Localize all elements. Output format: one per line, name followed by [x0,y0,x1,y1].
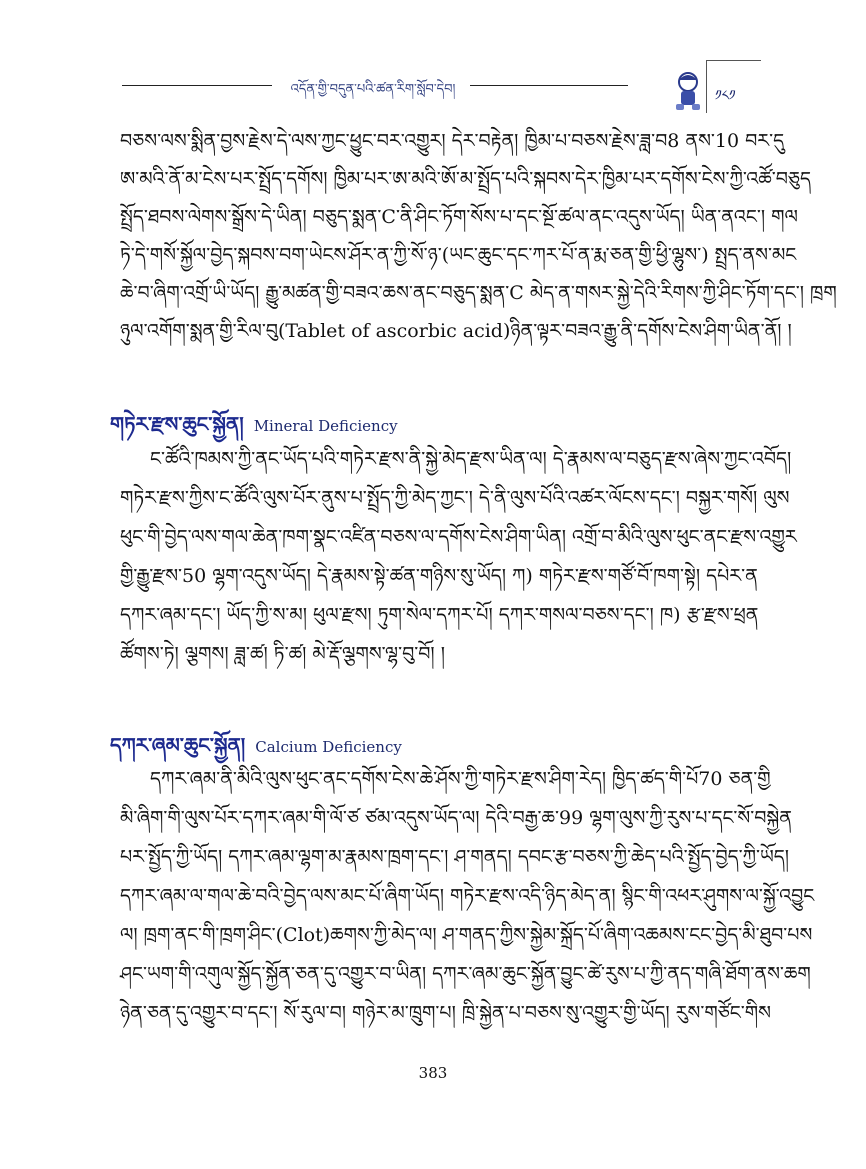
paragraph-line: ལ། ཁྲག་ནང་གི་ཁྲག་ཤིང་(Clot)ཆགས་ཀྱི་མེད་ལ། ཤ་གནད་ཀྱིས་སྐྱེམ་སྐྲོད་པོ་ཞིག་འཆམས་ངང་བྱེད་མི་ཐུབ་པས [120,924,813,946]
paragraph-line: བཅས་ལས་སྨིན་བྱས་རྗེས་དེ་ལས་ཀྱང་ཕྱུང་བར་འགྱུར། དེར་བརྟེན། ཁྱིམ་པ་བཅས་རྗེས་ཟླ་བ8 ནས་10 བར་དུ [120,130,785,152]
page-number-tibetan: ༡༨༡ [715,88,736,104]
paragraph-line: ཨ་མའི་ནོ་མ་ངེས་པར་སྤྲོད་དགོས། ཁྱིམ་པར་ཨ་མའི་ཨོ་མ་སྤྲོད་པའི་སྐབས་དེར་ཁྱིམ་པར་དགོས་ངེས་ཀྱི་འཚོ་བཅུད [120,168,811,190]
header-title: འདོན་གྱི་བདུན་པའི་ཚན་རིག་སློབ་དེབ། [290,82,456,97]
paragraph-line: ཚོགས་ཏེ། ལྕགས། ཟླ་ཚ། ཏི་ཚ། མེ་རྡོ་ལྕགས་ལྷ་བུ་བོ། ། [120,643,445,665]
header-rule-right [470,85,628,86]
paragraph-line: དཀར་ཞམ་ནི་མིའི་ལུས་ཕུང་ནང་དགོས་ངེས་ཆེ་ཤོས་ཀྱི་གཏེར་རྫས་ཤིག་རེད། ཁྱིད་ཚད་གི་པོ70 ཅན་གྱི [150,768,771,790]
paragraph-line: ང་ཚོའི་ཁམས་ཀྱི་ནང་ཡོད་པའི་གཏེར་རྫས་ནི་སྐྱེ་མེད་རྫས་ཡིན་ལ། དེ་རྣམས་ལ་བཅུད་རྫས་ཞེས་ཀྱང་འབོད། [150,448,792,470]
paragraph-line: ཉེན་ཅན་དུ་འགྱུར་བ་དང་། སོ་རུལ་བ། གཉེར་མ་ཁྲུག་པ། ཁྲི་སྐྱེན་པ་བཅས་སུ་འགྱུར་གྱི་ཡོད། རུས་གཙོང་གིས [120,1002,771,1024]
paragraph-line: དཀར་ཞམ་ལ་གལ་ཆེ་བའི་བྱེད་ལས་མང་པོ་ཞིག་ཡོད། གཏེར་རྫས་འདི་ཉིད་མེད་ན། སྙིང་གི་འཕར་ཤུགས་ལ་སྐྱོ་འབྱུང [120,885,815,907]
paragraph-line: ཤང་ཡག་གི་འགུལ་སྐྱོད་སྐྱོན་ཅན་དུ་འགྱུར་བ་ཡིན། དཀར་ཞམ་ཆུང་སྐྱོན་བྱུང་ཚེ་རུས་པ་ཀྱི་ནད་གཞི་ཐོག་ནས་ཆག [120,963,811,985]
paragraph-line: མི་ཞིག་གི་ལུས་པོར་དཀར་ཞམ་གི་ལོ་ཙ ཙམ་འདུས་ཡོད་ལ། དེའི་བརྒྱ་ཆ་99 ལྷག་ལུས་ཀྱི་རུས་པ་དང་སོ་བསྐྱེན [120,807,792,829]
section-heading-tibetan: གཏེར་རྫས་ཆུང་སྐྱོན། [110,412,244,436]
page-number: 383 [418,1064,448,1082]
paragraph-line: ཏེ་དེ་གསོ་སྐྱོལ་བྱེད་སྐབས་བག་ཡེངས་ཤོར་ན་ཀྱི་སོ་ཉ་(ཡང་ཆུང་དང་ཀར་པོ་ན་རྨ་ཅན་གྱི་ཕྱི་ལྷུས་) སྤྲད་ནས་མང [120,244,797,266]
mascot-icon [668,70,708,114]
paragraph-line: དཀར་ཞམ་དང་། ཡོད་ཀྱི་ས་མ། ཕུལ་རྫས། ཏུག་སེལ་དཀར་པོ། དཀར་གསལ་བཅས་དང་། ཁ) རྩ་རྫས་ཕྲན [120,604,759,626]
section-heading-english: Mineral Deficiency [253,417,398,435]
paragraph-line: ཉུལ་འགོག་སྨན་གྱི་རིལ་བུ(Tablet of ascorbic acid)ཉིན་ལྟར་བཟའ་རྒྱུ་ནི་དགོས་ངེས་ཤིག་ཡིན་ནོ། ། [120,320,792,342]
paragraph-line: ཆེ་བ་ཞིག་འགྲོ་ཡི་ཡོད། རྒྱུ་མཚན་གྱི་བཟའ་ཆས་ནང་བཅུད་སྨན་C མེད་ན་གསར་སྐྱེ་དེའི་རིགས་ཀྱི་ཤིང་ཏོག་དང་། ཁྲག [120,282,837,304]
section-heading-tibetan: དཀར་ཞམ་ཆུང་སྐྱོན། [110,733,246,757]
paragraph-line: སྤྲོད་ཐབས་ལེགས་སྒྲོས་དེ་ཡིན། བཅུད་སྨན་C་ནི་ཤིང་ཏོག་སོས་པ་དང་སྔོ་ཚལ་ནང་འདུས་ཡོད། ཡིན་ནའང་། གལ [120,206,798,228]
paragraph-line: གྱི་རྒྱུ་རྫས་50 ལྷག་འདུས་ཡོད། དེ་རྣམས་སྟེ་ཚན་གཉིས་སུ་ཡོད། ཀ) གཏེར་རྫས་གཙོ་བོ་ཁག་སྟེ། དཔེར་ན [120,565,758,587]
header-rule-left [122,85,272,86]
paragraph-line: གཏེར་རྫས་ཀྱིས་ང་ཚོའི་ལུས་པོར་ནུས་པ་སྤྲོད་ཀྱི་མེད་ཀྱང་། དེ་ནི་ལུས་པོའི་འཚར་ལོངས་དང་། བསྐྱར་གསོ། ལུས [120,487,790,509]
paragraph-line: ཕུང་གི་བྱེད་ལས་གལ་ཆེན་ཁག་སྣང་འཛིན་བཅས་ལ་དགོས་ངེས་ཤིག་ཡིན། འགྲོ་བ་མིའི་ལུས་ཕུང་ནང་རྫས་འགྱུར [120,526,797,548]
paragraph-line: པར་སྤྱོད་ཀྱི་ཡོད། དཀར་ཞམ་ལྷག་མ་རྣམས་ཁྲག་དང་། ཤ་གནད། དབང་རྩ་བཅས་ཀྱི་ཆེད་པའི་སྤྱོད་བྱེད་ཀྱི་ཡོད། [120,846,790,868]
page-number-box [706,60,761,113]
section-heading-english: Calcium Deficiency [255,738,402,756]
